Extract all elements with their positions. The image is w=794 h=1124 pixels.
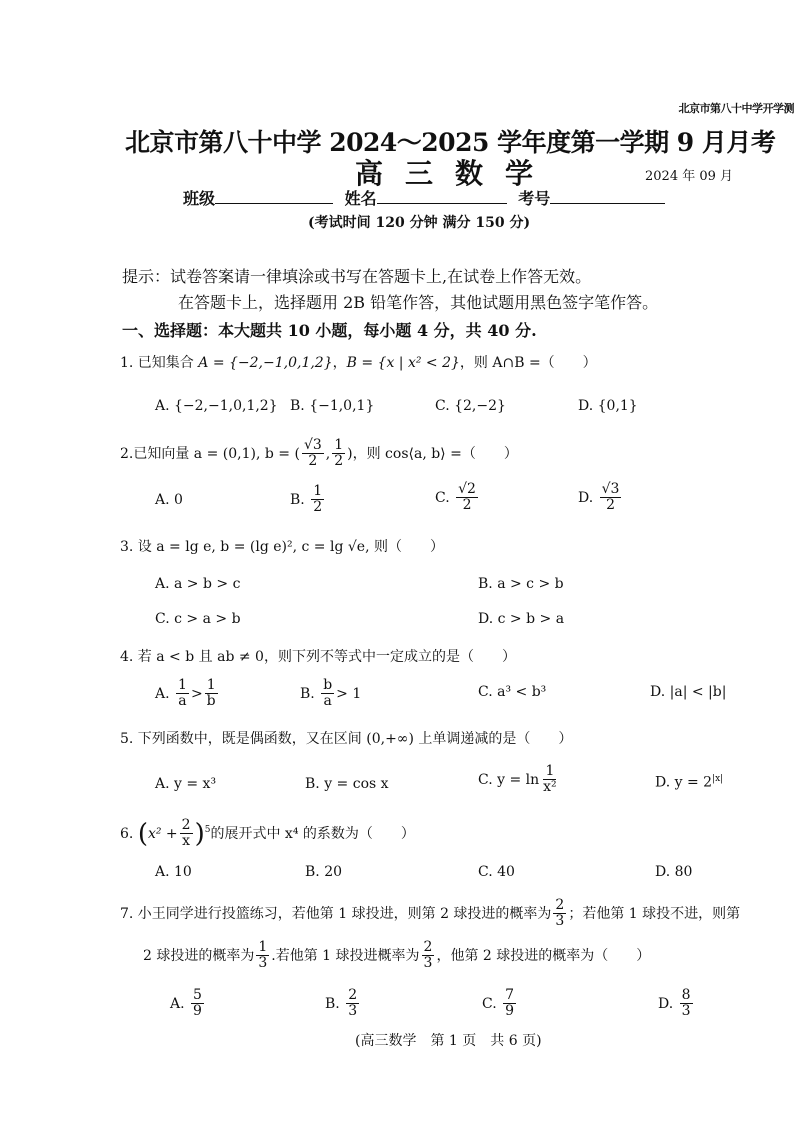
q2-option-c[interactable]: C. $\frac{√2}{2}$ [435, 481, 476, 514]
q2-frac-sqrt3-2: $\frac{√3}{2}$ [303, 437, 322, 470]
q6-option-d[interactable]: D. 80 [655, 864, 693, 880]
section-heading: 一、选择题：本大题共 10 小题，每小题 4 分，共 40 分. [122, 321, 537, 340]
q2-option-b[interactable]: B. $\frac{1}{2}$ [290, 483, 323, 516]
question-7-line-1: 7. 小王同学进行投篮练习，若他第 1 球投进，则第 2 球投进的概率为 $\frac{2}{3}$ ；若他第 1 球投不进，则第 [120, 897, 741, 930]
q1-option-a[interactable]: A. {−2,−1,0,1,2} [155, 398, 278, 414]
id-field[interactable] [550, 191, 665, 204]
name-field[interactable] [377, 191, 507, 204]
q6-option-c[interactable]: C. 40 [478, 864, 515, 880]
id-label: 考号 [518, 189, 551, 208]
q4-option-c[interactable]: C. a³ < b³ [478, 684, 547, 700]
q3-option-d[interactable]: D. c > b > a [478, 611, 565, 627]
q1-option-b[interactable]: B. {−1,0,1} [290, 398, 375, 414]
q1-stem: 1. 已知集合 [120, 355, 194, 371]
q2-option-d[interactable]: D. $\frac{√3}{2}$ [578, 481, 620, 514]
subject-title: 高三数学 [355, 157, 556, 190]
q6-option-b[interactable]: B. 20 [305, 864, 343, 880]
question-3: 3. 设 a = lg e, b = (lg e)², c = lg √e, 则（ ） [120, 539, 444, 555]
question-2: 2.已知向量 a = (0,1), b = ( $\frac{√3}{2}$ , $\frac{1}{2}$ )，则 cos⟨a, b⟩ =（ ） [120, 437, 518, 470]
question-6: 6. (x² + $\frac{2}{x}$ )$^5$的展开式中 x⁴ 的系数为（ ） [120, 817, 415, 850]
q1-tail: ，则 A∩B =（ ） [459, 355, 597, 371]
q4-option-a[interactable]: A. $\frac{1}{a}$ > $\frac{1}{b}$ [155, 677, 216, 710]
q3-option-b[interactable]: B. a > c > b [478, 576, 564, 592]
q2-option-a[interactable]: A. 0 [155, 492, 183, 508]
q7-option-b[interactable]: B. $\frac{2}{3}$ [325, 987, 358, 1020]
q4-option-d[interactable]: D. |a| < |b| [650, 684, 727, 700]
question-5: 5. 下列函数中，既是偶函数，又在区间 (0,+∞) 上单调递减的是（ ） [120, 731, 573, 747]
exam-info: (考试时间 120 分钟 满分 150 分) [308, 215, 531, 231]
q7-option-d[interactable]: D. $\frac{8}{3}$ [658, 987, 691, 1020]
q6-option-a[interactable]: A. 10 [155, 864, 192, 880]
q4-option-b[interactable]: B. $\frac{b}{a}$ > 1 [300, 677, 362, 710]
question-7-line-2: 2 球投进的概率为 $\frac{1}{3}$ .若他第 1 球投进概率为 $\frac{2}{3}$ ，他第 2 球投进的概率为（ ） [143, 939, 651, 972]
page-footer: (高三数学 第 1 页 共 6 页) [355, 1033, 542, 1049]
student-info-row [183, 186, 665, 209]
q3-option-a[interactable]: A. a > b > c [155, 576, 241, 592]
q3-option-c[interactable]: C. c > a > b [155, 611, 241, 627]
name-label: 姓名 [344, 189, 377, 208]
q5-option-c[interactable]: C. y = ln $\frac{1}{\text{x²}}$ [478, 763, 557, 796]
class-field[interactable] [215, 191, 333, 204]
corner-label: 北京市第八十中学开学测 [678, 102, 794, 115]
q5-option-a[interactable]: A. y = x³ [155, 776, 217, 792]
page-title: 北京市第八十中学 2024～2025 学年度第一学期 9 月月考 [125, 128, 776, 157]
class-label: 班级 [183, 189, 216, 208]
exam-date: 2024 年 09 月 [645, 169, 734, 184]
q2-frac-1-2: $\frac{1}{2}$ [334, 437, 344, 470]
q2-tail: )，则 cos⟨a, b⟩ =（ ） [347, 445, 518, 462]
tip-line-1: 提示：试卷答案请一律填涂或书写在答题卡上,在试卷上作答无效。 [122, 267, 592, 286]
q1-set-b: B = {x | x² < 2} [346, 355, 460, 371]
q5-option-d[interactable]: D. $y = 2^{|x|}$ [655, 774, 724, 791]
q1-set-a: A = {−2,−1,0,1,2} [198, 355, 333, 371]
question-1: 1. 已知集合 A = {−2,−1,0,1,2}，B = {x | x² < 2}，则 A∩B =（ ） [120, 355, 597, 371]
tip-line-2: 在答题卡上，选择题用 2B 铅笔作答，其他试题用黑色签字笔作答。 [178, 293, 659, 312]
q1-option-c[interactable]: C. {2,−2} [435, 398, 506, 414]
q1-option-d[interactable]: D. {0,1} [578, 398, 638, 414]
q7-option-a[interactable]: A. $\frac{5}{9}$ [170, 987, 202, 1020]
question-4: 4. 若 a < b 且 ab ≠ 0，则下列不等式中一定成立的是（ ） [120, 649, 516, 665]
q5-option-b[interactable]: B. y = cos x [305, 776, 389, 792]
q2-stem: 2.已知向量 a = (0,1), b = ( [120, 445, 300, 462]
q7-option-c[interactable]: C. $\frac{7}{9}$ [482, 987, 515, 1020]
